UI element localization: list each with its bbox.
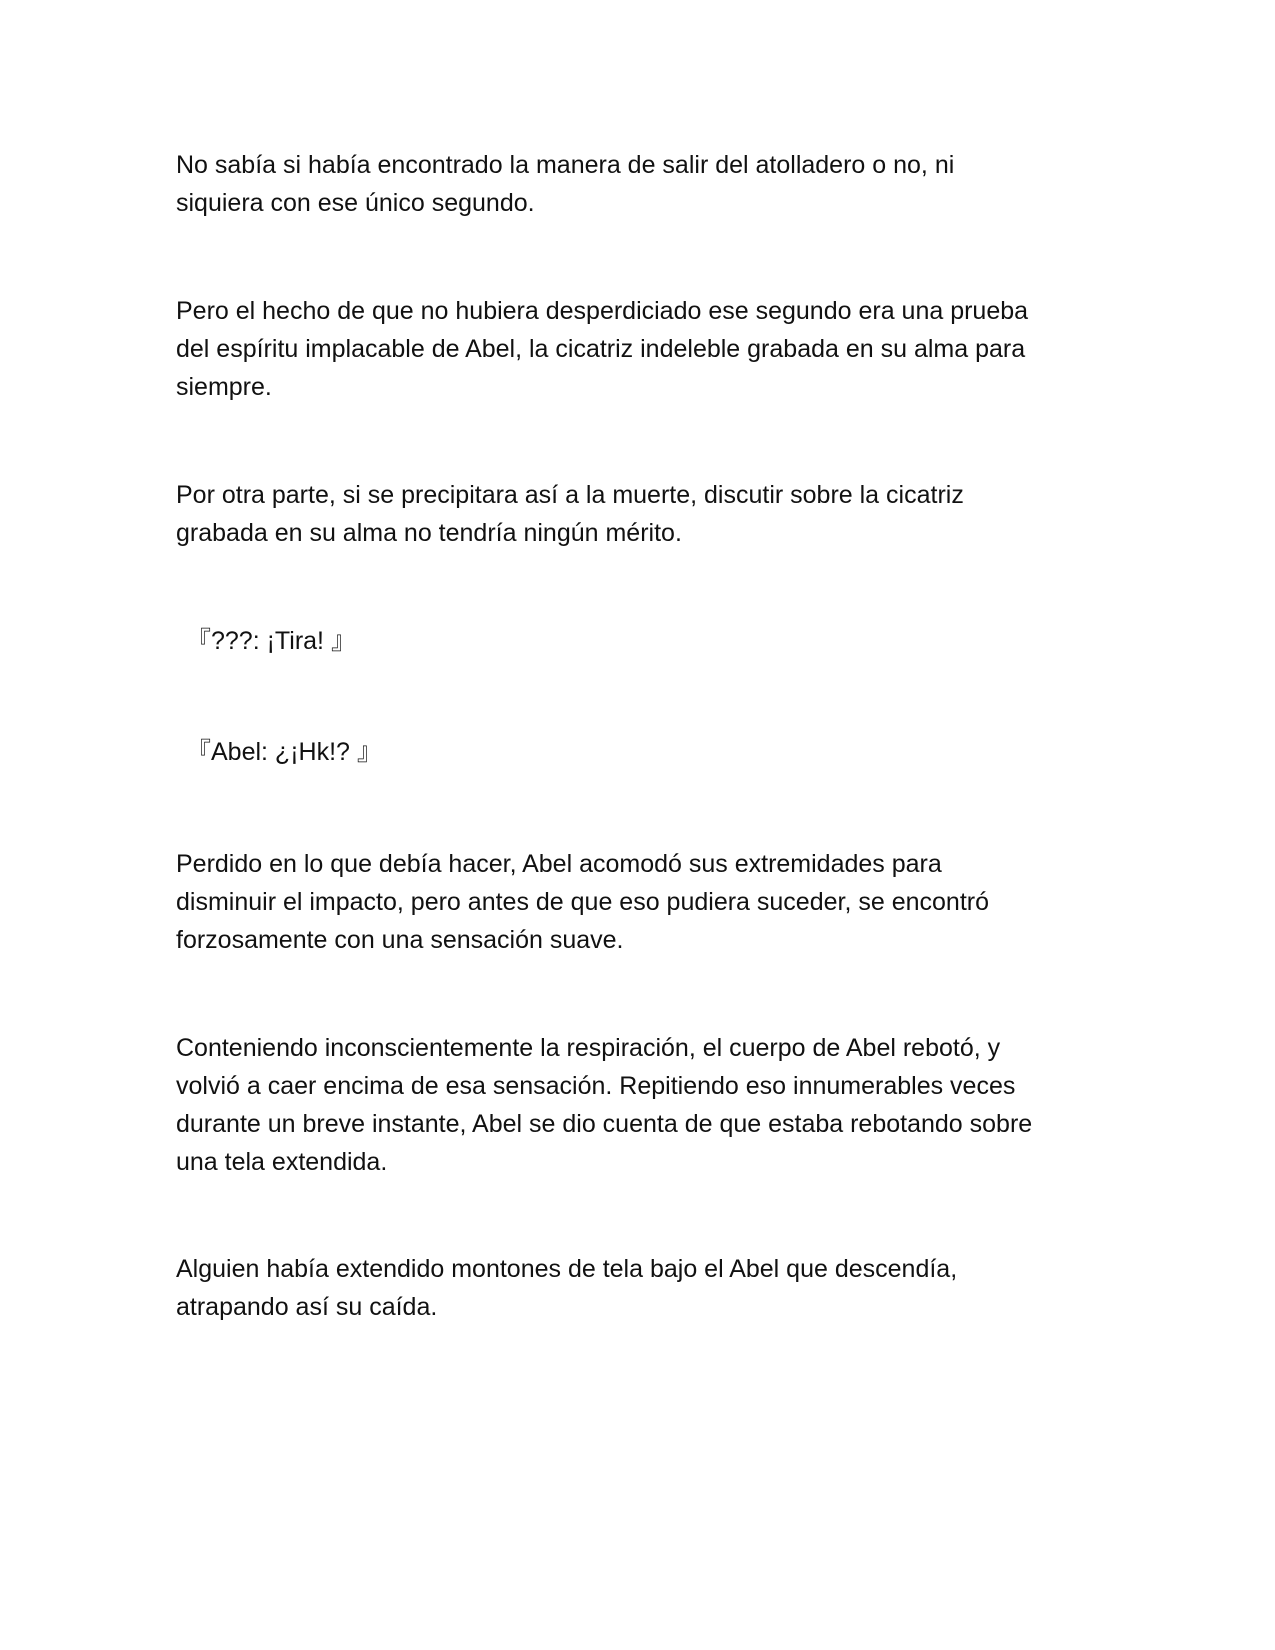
paragraph-6: Alguien había extendido montones de tela bajo el Abel que descendía, atrapando así su caída. <box>176 1255 958 1321</box>
paragraph-1: No sabía si había encontrado la manera de salir del atolladero o no, ni siquiera con ese único segundo. <box>176 151 955 217</box>
dialog-line-1: 『???: ¡Tira! 』 <box>186 627 356 655</box>
paragraph-5: Conteniendo inconscientemente la respiración, el cuerpo de Abel rebotó, y volvió a caer encima de esa sensación. Repitiendo eso innumerables veces durante un breve instante, Abel se dio cuenta de que estaba rebotando sobre una tela extendida. <box>176 1034 1033 1176</box>
paragraph-2: Pero el hecho de que no hubiera desperdiciado ese segundo era una prueba del espíritu implacable de Abel, la cicatriz indeleble grabada en su alma para siempre. <box>176 297 1029 401</box>
dialog-line-2: 『Abel: ¿¡Hk!? 』 <box>186 738 382 766</box>
paragraph-3: Por otra parte, si se precipitara así a la muerte, discutir sobre la cicatriz grabada en su alma no tendría ningún mérito. <box>176 481 964 547</box>
paragraph-4: Perdido en lo que debía hacer, Abel acomodó sus extremidades para disminuir el impacto, pero antes de que eso pudiera suceder, se encontró forzosamente con una sensación suave. <box>176 850 989 954</box>
